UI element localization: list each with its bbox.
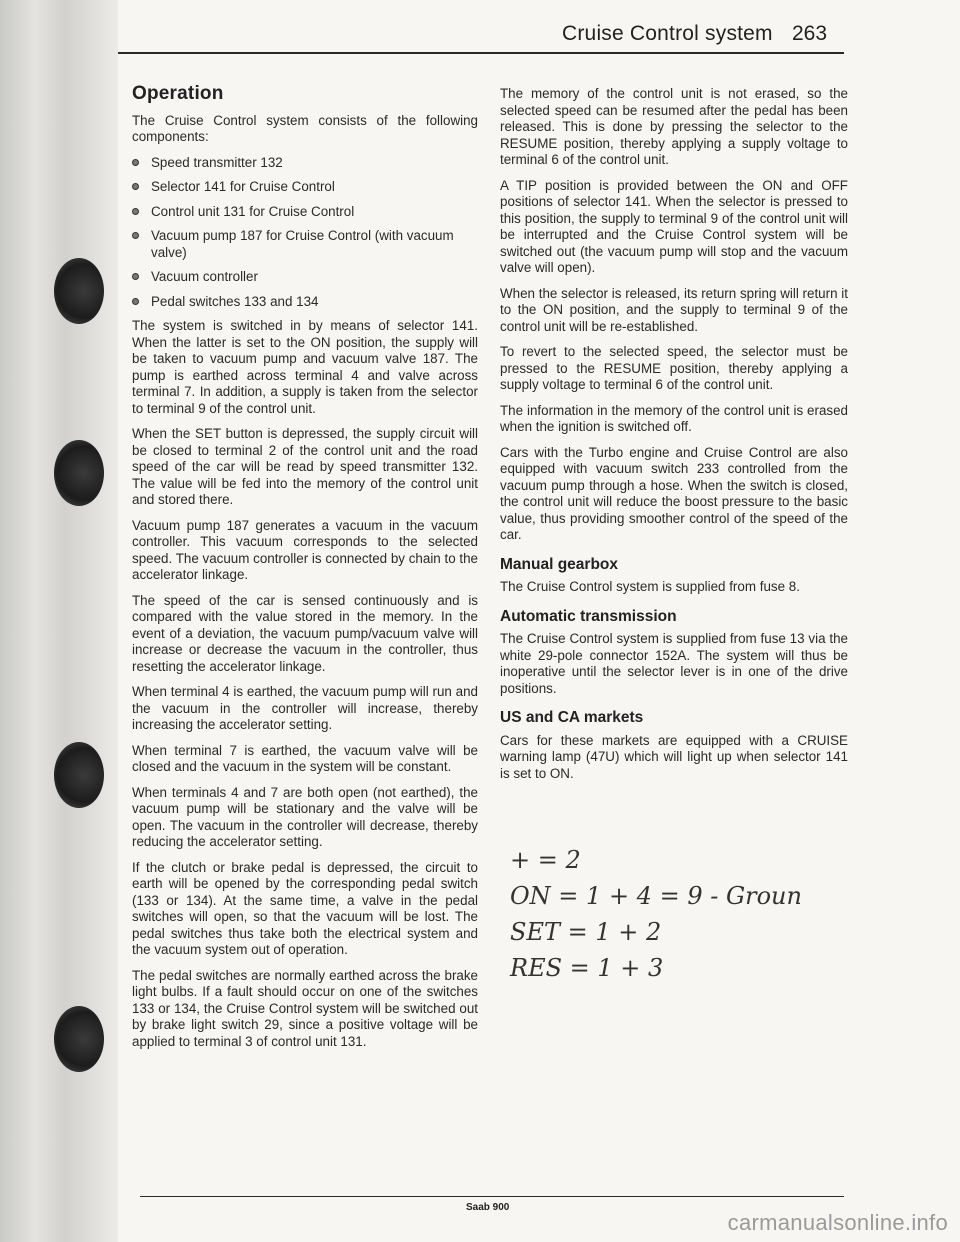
handwritten-line: ON = 1 + 4 = 9 - Ground: [510, 882, 800, 910]
automatic-transmission-text: The Cruise Control system is supplied from fuse 13 via the white 29-pole connector 152A. The system will thus be inoperative until the selector lever is in one of the drive positions.: [500, 631, 848, 696]
bullet-icon: [132, 183, 139, 190]
body-paragraph: A TIP position is provided between the ON and OFF positions of selector 141. When the selector is pressed to this position, the supply to terminal 9 of the control unit will be interrupted and the Cruise Control system will be switched out (the vacuum pump will stop and the vacuum valve will open).: [500, 177, 848, 275]
punch-hole: [54, 742, 104, 808]
handwritten-line: SET = 1 + 2: [510, 918, 662, 946]
intro-paragraph: The Cruise Control system consists of the following components:: [132, 112, 478, 144]
bullet-icon: [132, 208, 139, 215]
automatic-transmission-heading: Automatic transmission: [500, 607, 677, 625]
us-ca-markets-text: Cars for these markets are equipped with a CRUISE warning lamp (47U) which will light up when selector 141 is set to ON.: [500, 732, 848, 781]
manual-gearbox-heading: Manual gearbox: [500, 555, 618, 573]
list-item: Vacuum pump 187 for Cruise Control (with vacuum valve): [132, 228, 478, 261]
body-paragraph: The information in the memory of the control unit is erased when the ignition is switched off.: [500, 402, 848, 434]
operation-heading: Operation: [132, 83, 224, 104]
bullet-icon: [132, 273, 139, 280]
body-paragraph: If the clutch or brake pedal is depressed, the circuit to earth will be opened by the corresponding pedal switch (133 or 134). At the same time, a valve in the pedal switches will open, so that the vacuum will be lost. The pedal switches thus take both the electrical system and the vacuum system out of operation.: [132, 859, 478, 957]
body-paragraph: The speed of the car is sensed continuously and is compared with the value stored in the memory. In the event of a deviation, the vacuum pump/vacuum valve will increase or decrease the vacuum in the controller, thus resetting the accelerator linkage.: [132, 592, 478, 674]
handwriting-drawing: [500, 838, 800, 988]
body-paragraph: When terminal 4 is earthed, the vacuum pump will run and the vacuum in the controller will increase, thereby increasing the accelerator setting.: [132, 684, 478, 732]
body-paragraph: When the SET button is depressed, the supply circuit will be closed to terminal 2 of the control unit and the road speed of the car will be read by speed transmitter 132. The value will be fed into the memory of the control unit and stored there.: [132, 426, 478, 507]
body-paragraph: When the selector is released, its return spring will return it to the ON position, and the supply to terminal 9 of the control unit will be re-established.: [500, 285, 848, 334]
punch-hole: [54, 440, 104, 506]
list-item: Pedal switches 133 and 134: [132, 294, 478, 311]
punch-hole: [54, 258, 104, 324]
body-paragraph: When terminal 7 is earthed, the vacuum valve will be closed and the vacuum in the system will be constant.: [132, 742, 478, 774]
list-item: Selector 141 for Cruise Control: [132, 179, 478, 196]
components-list: [132, 155, 478, 311]
bullet-icon: [132, 298, 139, 305]
footer-label: Saab 900: [466, 1202, 510, 1213]
bullet-icon: [132, 159, 139, 166]
punch-hole: [54, 1006, 104, 1072]
page-number: 263: [792, 22, 828, 45]
us-ca-markets-heading: US and CA markets: [500, 709, 644, 726]
body-paragraph: When terminals 4 and 7 are both open (not earthed), the vacuum pump will be stationary and the valve will be open. The vacuum in the controller will decrease, thereby reducing the accelerator setting.: [132, 784, 478, 849]
body-paragraph: Cars with the Turbo engine and Cruise Control are also equipped with vacuum switch 233 controlled from the vacuum pump through a hose. When the switch is closed, the control unit will reduce the boost pressure to the basic value, thus providing smoother control of the speed of the car.: [500, 444, 848, 542]
page-header-title: Cruise Control system: [562, 22, 773, 45]
body-paragraph: The pedal switches are normally earthed across the brake light bulbs. If a fault should occur on one of the switches 133 or 134, the Cruise Control system will be switched out by brake light switch 29, since a positive voltage will be applied to terminal 3 of control unit 131.: [132, 967, 478, 1049]
body-paragraph: To revert to the selected speed, the selector must be pressed to the RESUME position, thereby applying a supply voltage to terminal 6 of the control unit.: [500, 344, 848, 392]
body-paragraph: The system is switched in by means of selector 141. When the latter is set to the ON position, the supply will be taken to vacuum pump and vacuum valve 187. The pump is earthed across terminal 4 and valve across terminal 7. In addition, a supply is taken from the selector to terminal 9 of the control unit.: [132, 318, 478, 416]
header-divider: [118, 52, 844, 54]
left-column: [132, 83, 478, 1059]
right-column: [500, 86, 848, 791]
manual-gearbox-text: The Cruise Control system is supplied from fuse 8.: [500, 579, 800, 594]
handwritten-line: RES = 1 + 3: [510, 954, 664, 982]
watermark-text: carmanualsonline.info: [727, 1210, 948, 1235]
handwritten-line: + = 2: [510, 846, 581, 874]
list-item: Vacuum controller: [132, 269, 478, 286]
handwritten-notes: [500, 838, 800, 988]
list-item: Control unit 131 for Cruise Control: [132, 204, 478, 221]
body-paragraph: Vacuum pump 187 generates a vacuum in the vacuum controller. This vacuum corresponds to the selected speed. The vacuum controller is connected by chain to the accelerator linkage.: [132, 517, 478, 582]
list-item: Speed transmitter 132: [132, 155, 478, 172]
footer-divider: [140, 1196, 844, 1197]
body-paragraph: The memory of the control unit is not erased, so the selected speed can be resumed after the pedal has been released. This is done by pressing the selector to the RESUME position, thereby applying a supply voltage to terminal 6 of the control unit.: [500, 86, 848, 167]
bullet-icon: [132, 232, 139, 239]
